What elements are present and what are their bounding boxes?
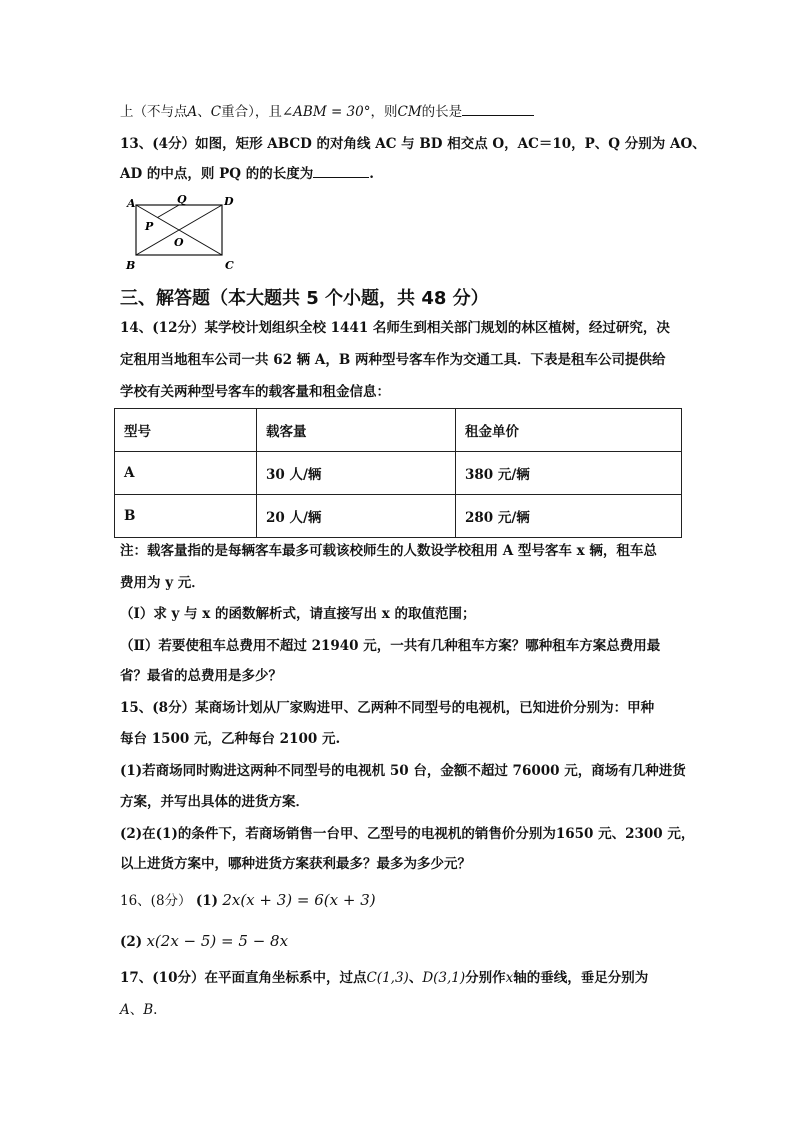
text: ，则 bbox=[370, 104, 398, 120]
q15-part-2-line-1: (2)在(1)的条件下，若商场销售一台甲、乙型号的电视机的销售价分别为1650 元、2300 元， bbox=[120, 826, 695, 842]
table-cell: 20 人/辆 bbox=[257, 495, 456, 538]
segment-cm: CM bbox=[397, 104, 422, 120]
text: 、 bbox=[129, 1002, 144, 1018]
table-cell: A bbox=[115, 452, 257, 495]
angle-expression: ∠ABM = 30° bbox=[281, 104, 371, 120]
label-d: D bbox=[224, 195, 234, 208]
text: 、 bbox=[197, 104, 211, 120]
q15-line-1: 15、(8分）某商场计划从厂家购进甲、乙两种不同型号的电视机，已知进价分别为：甲种 bbox=[120, 700, 655, 716]
note-line-1: 注：载客量指的是每辆客车最多可载该校师生的人数设学校租用 A 型号客车 x 辆，租车总 bbox=[120, 543, 657, 559]
table-header-cell: 型号 bbox=[115, 409, 257, 452]
text: 轴的垂线，垂足分别为 bbox=[513, 970, 649, 986]
point-a: A bbox=[120, 1002, 130, 1018]
label-q: Q bbox=[177, 193, 187, 206]
text: 的长是 bbox=[421, 104, 463, 120]
q15-part-1-line-2: 方案，并写出具体的进货方案． bbox=[120, 794, 309, 810]
text: AD 的中点，则 PQ 的的长度为 bbox=[120, 166, 314, 182]
label-a: A bbox=[127, 197, 136, 210]
q14-line-3: 学校有关两种型号客车的载客量和租金信息： bbox=[120, 384, 390, 400]
text: 分别作 bbox=[465, 970, 506, 986]
table-row bbox=[115, 495, 682, 538]
q17-line-1 bbox=[120, 972, 648, 986]
q15-part-2-line-2: 以上进货方案中，哪种进货方案获利最多？最多为多少元？ bbox=[120, 856, 471, 872]
q12-continuation bbox=[120, 106, 534, 120]
part-label: (2) bbox=[120, 934, 143, 950]
label-b: B bbox=[126, 259, 136, 272]
table-cell: 380 元/辆 bbox=[456, 452, 682, 495]
equation-1: 2x(x + 3) = 6(x + 3) bbox=[222, 891, 376, 909]
answer-blank[interactable] bbox=[313, 177, 369, 178]
point-d-coords: D(3,1) bbox=[422, 970, 466, 986]
label-p: P bbox=[145, 220, 154, 233]
text: 17、(10分）在平面直角坐标系中，过点 bbox=[120, 970, 367, 986]
q13-line-1: 13、(4分）如图，矩形 ABCD 的对角线 AC 与 BD 相交点 O，AC＝10，P、Q 分别为 AO、 bbox=[120, 136, 706, 152]
point-c-coords: C(1,3) bbox=[366, 970, 409, 986]
note-line-2: 费用为 y 元． bbox=[120, 575, 205, 591]
answer-blank[interactable] bbox=[462, 115, 534, 116]
q14-part-2-line-1: （Ⅱ）若要使租车总费用不超过 21940 元，一共有几种租车方案？哪种租车方案总费用最 bbox=[120, 638, 661, 654]
x-axis-symbol: x bbox=[505, 970, 514, 986]
label-o: O bbox=[174, 236, 184, 249]
q14-line-1: 14、(12分）某学校计划组织全校 1441 名师生到相关部门规划的林区植树，经过研究，决 bbox=[120, 320, 670, 336]
table-header-cell: 载客量 bbox=[257, 409, 456, 452]
section-heading: 三、解答题（本大题共 5 个小题，共 48 分） bbox=[120, 288, 489, 309]
equation-2: x(2x − 5) = 5 − 8x bbox=[146, 932, 289, 950]
text: 重合），且 bbox=[221, 104, 282, 120]
rectangle-abcd-figure bbox=[122, 192, 242, 274]
table-cell: 280 元/辆 bbox=[456, 495, 682, 538]
text: . bbox=[369, 166, 374, 182]
part-label: (1) bbox=[195, 893, 219, 909]
q16-line-2 bbox=[120, 934, 288, 950]
text: 、 bbox=[408, 970, 423, 986]
bus-info-table bbox=[114, 408, 682, 538]
q17-line-2 bbox=[120, 1004, 157, 1018]
table-cell: B bbox=[115, 495, 257, 538]
label-c: C bbox=[225, 259, 234, 272]
point-b: B bbox=[143, 1002, 154, 1018]
table-cell: 30 人/辆 bbox=[257, 452, 456, 495]
table-row bbox=[115, 452, 682, 495]
q13-line-2 bbox=[120, 168, 374, 182]
text: 16、(8分） bbox=[120, 893, 192, 909]
table-header-cell: 租金单价 bbox=[456, 409, 682, 452]
q14-line-2: 定租用当地租车公司一共 62 辆 A，B 两种型号客车作为交通工具．下表是租车公司提供给 bbox=[120, 352, 666, 368]
point-a: A bbox=[187, 104, 198, 120]
q14-part-1: （Ⅰ）求 y 与 x 的函数解析式，请直接写出 x 的取值范围； bbox=[120, 606, 476, 622]
q16-line-1 bbox=[120, 893, 376, 909]
q15-line-2: 每台 1500 元，乙种每台 2100 元. bbox=[120, 731, 341, 747]
text: . bbox=[153, 1002, 158, 1018]
point-c: C bbox=[210, 104, 222, 120]
segment-pq bbox=[158, 205, 180, 218]
q15-part-1-line-1: (1)若商场同时购进这两种不同型号的电视机 50 台，金额不超过 76000 元，商场有几种进货 bbox=[120, 763, 686, 779]
text: 上（不与点 bbox=[120, 104, 188, 120]
q14-part-2-line-2: 省？最省的总费用是多少？ bbox=[120, 668, 282, 684]
table-header-row bbox=[115, 409, 682, 452]
